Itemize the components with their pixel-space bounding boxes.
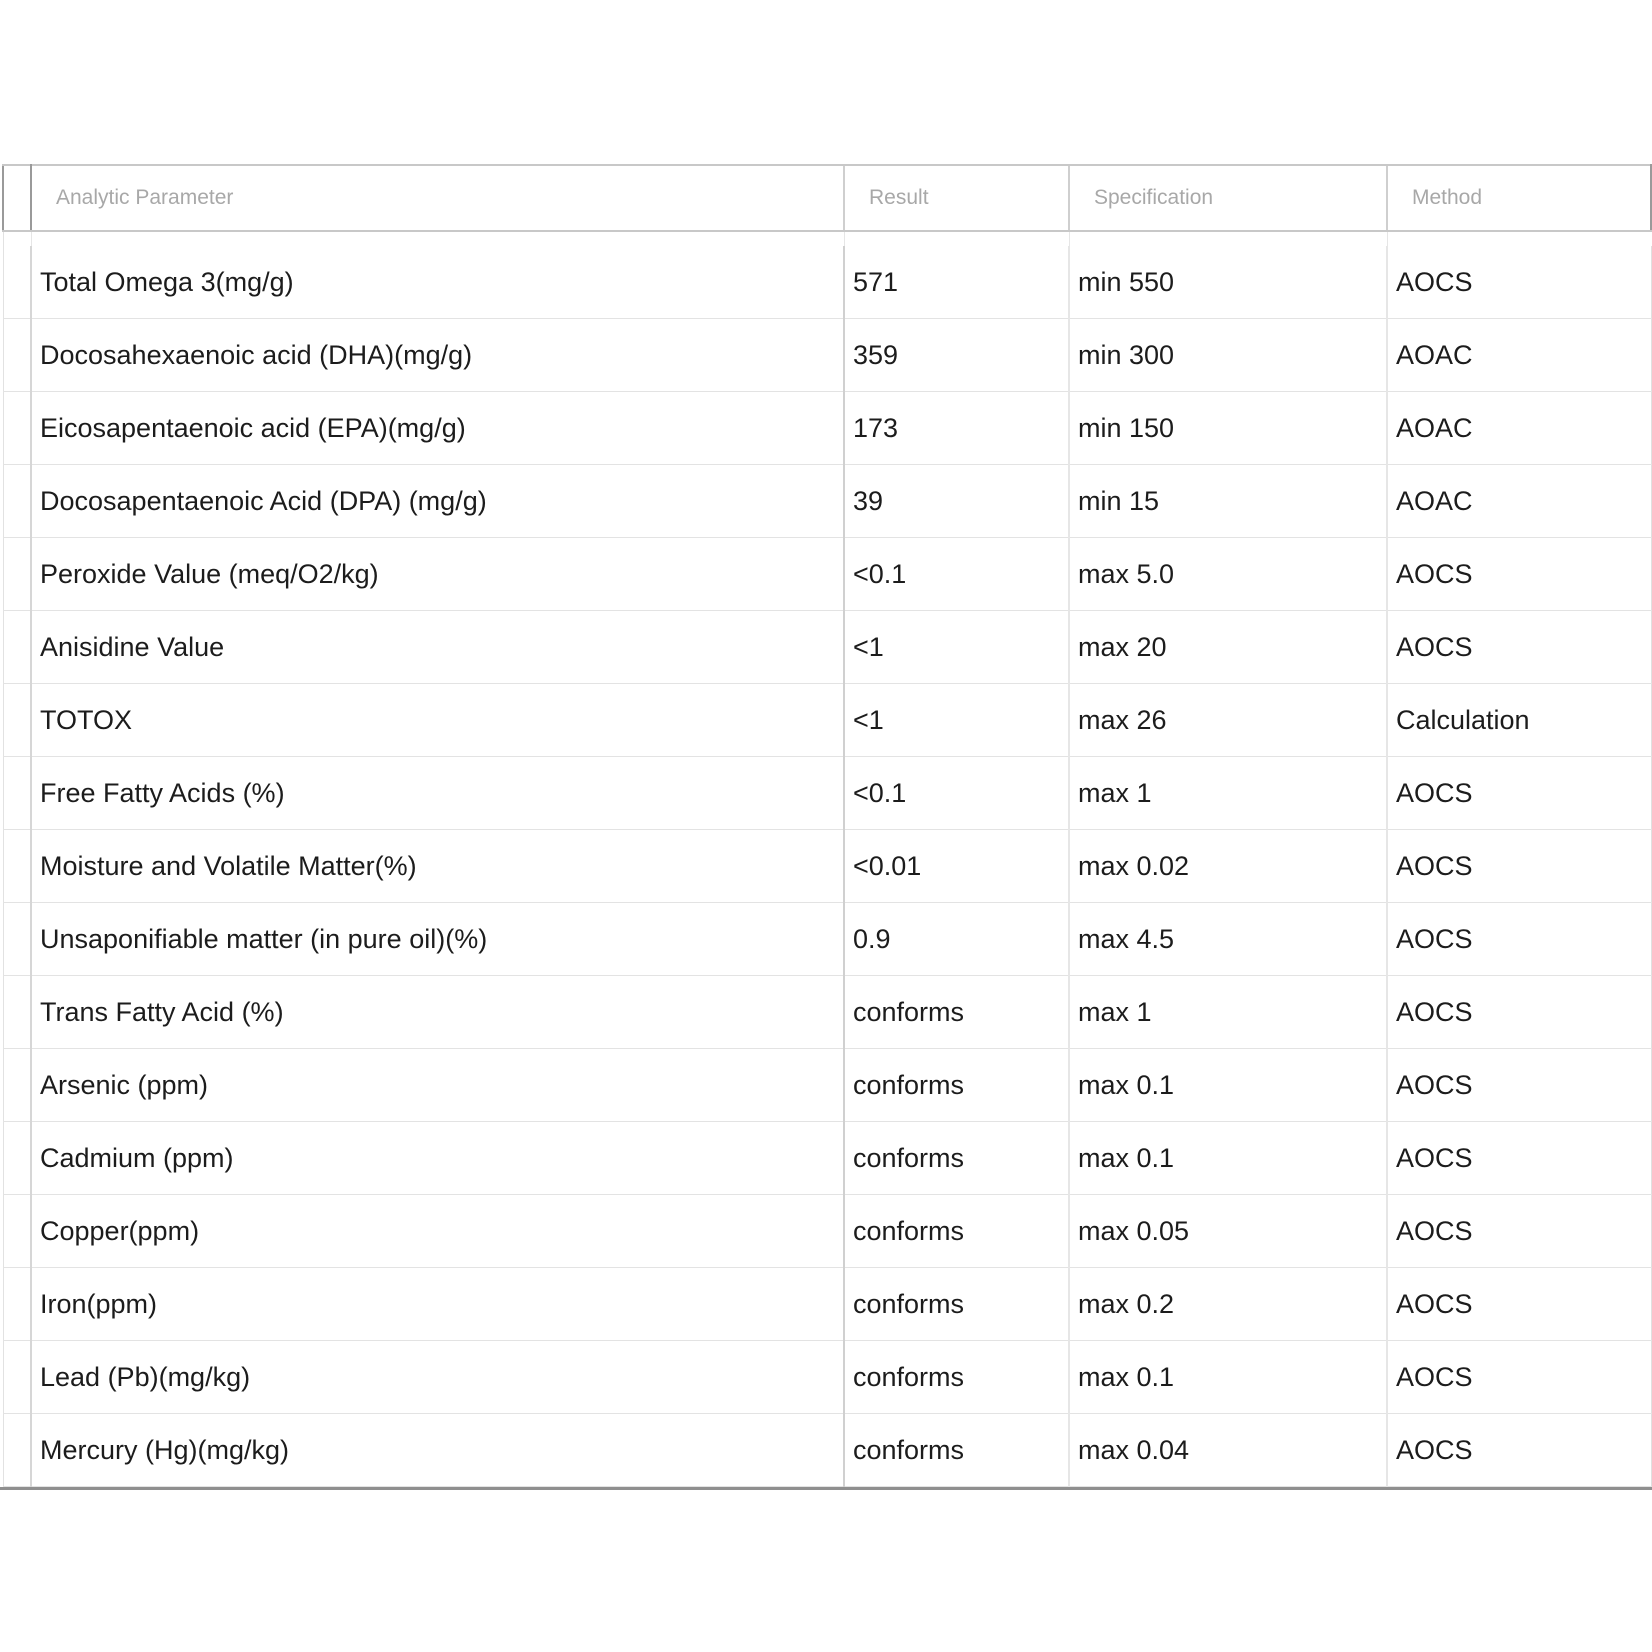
cell-method: AOCS: [1387, 757, 1651, 830]
row-index-cell: [3, 757, 31, 830]
cell-specification: max 1: [1069, 757, 1387, 830]
cell-parameter: Peroxide Value (meq/O2/kg): [31, 538, 844, 611]
cell-method: AOAC: [1387, 465, 1651, 538]
analysis-table: [2, 164, 1652, 1487]
table-row: [3, 246, 1651, 319]
cell-specification: min 150: [1069, 392, 1387, 465]
column-header-parameter[interactable]: Analytic Parameter: [31, 165, 844, 231]
cell-method: AOCS: [1387, 1268, 1651, 1341]
table-row: [3, 1122, 1651, 1195]
cell-result: conforms: [844, 1341, 1069, 1414]
cell-specification: max 5.0: [1069, 538, 1387, 611]
row-index-cell: [3, 903, 31, 976]
row-index-cell: [3, 830, 31, 903]
cell-parameter: Iron(ppm): [31, 1268, 844, 1341]
table-row: [3, 538, 1651, 611]
cell-specification: max 1: [1069, 976, 1387, 1049]
cell-method: AOCS: [1387, 1414, 1651, 1487]
row-index-cell: [3, 1414, 31, 1487]
table-row: [3, 903, 1651, 976]
cell-specification: max 26: [1069, 684, 1387, 757]
cell-result: <0.1: [844, 757, 1069, 830]
cell-result: <0.1: [844, 538, 1069, 611]
table-row: [3, 611, 1651, 684]
table-row: [3, 684, 1651, 757]
cell-method: AOCS: [1387, 830, 1651, 903]
cell-parameter: Trans Fatty Acid (%): [31, 976, 844, 1049]
table-row: [3, 319, 1651, 392]
row-index-cell: [3, 246, 31, 319]
cell-result: 173: [844, 392, 1069, 465]
cell-method: AOCS: [1387, 246, 1651, 319]
cell-specification: max 0.1: [1069, 1122, 1387, 1195]
cell-specification: max 0.02: [1069, 830, 1387, 903]
row-index-cell: [3, 392, 31, 465]
header-spacer: [3, 231, 1651, 246]
row-index-cell: [3, 976, 31, 1049]
cell-method: AOCS: [1387, 611, 1651, 684]
table-row: [3, 1341, 1651, 1414]
cell-result: 359: [844, 319, 1069, 392]
cell-method: AOCS: [1387, 538, 1651, 611]
cell-parameter: Total Omega 3(mg/g): [31, 246, 844, 319]
row-index-cell: [3, 538, 31, 611]
table-row: [3, 1195, 1651, 1268]
column-header-specification[interactable]: Specification: [1069, 165, 1387, 231]
cell-result: conforms: [844, 976, 1069, 1049]
column-header-result[interactable]: Result: [844, 165, 1069, 231]
table-row: [3, 392, 1651, 465]
cell-result: conforms: [844, 1122, 1069, 1195]
cell-parameter: TOTOX: [31, 684, 844, 757]
table-body: [3, 231, 1651, 1487]
cell-method: AOCS: [1387, 1195, 1651, 1268]
cell-parameter: Lead (Pb)(mg/kg): [31, 1341, 844, 1414]
cell-specification: max 20: [1069, 611, 1387, 684]
column-header-method[interactable]: Method: [1387, 165, 1651, 231]
cell-parameter: Eicosapentaenoic acid (EPA)(mg/g): [31, 392, 844, 465]
cell-result: <1: [844, 684, 1069, 757]
cell-parameter: Docosapentaenoic Acid (DPA) (mg/g): [31, 465, 844, 538]
cell-method: AOCS: [1387, 976, 1651, 1049]
cell-specification: min 15: [1069, 465, 1387, 538]
table-row: [3, 757, 1651, 830]
table-header: [3, 165, 1651, 231]
cell-result: <1: [844, 611, 1069, 684]
cell-specification: min 550: [1069, 246, 1387, 319]
cell-specification: max 0.05: [1069, 1195, 1387, 1268]
table-bottom-border: [0, 1487, 1652, 1490]
table-row: [3, 830, 1651, 903]
cell-parameter: Anisidine Value: [31, 611, 844, 684]
cell-parameter: Arsenic (ppm): [31, 1049, 844, 1122]
cell-method: AOAC: [1387, 319, 1651, 392]
cell-specification: max 0.2: [1069, 1268, 1387, 1341]
cell-result: 571: [844, 246, 1069, 319]
cell-method: AOCS: [1387, 1122, 1651, 1195]
cell-parameter: Unsaponifiable matter (in pure oil)(%): [31, 903, 844, 976]
cell-specification: max 4.5: [1069, 903, 1387, 976]
header-row: [3, 165, 1651, 231]
cell-parameter: Free Fatty Acids (%): [31, 757, 844, 830]
row-index-cell: [3, 1049, 31, 1122]
cell-result: <0.01: [844, 830, 1069, 903]
row-index-cell: [3, 1268, 31, 1341]
row-index-cell: [3, 684, 31, 757]
cell-method: AOCS: [1387, 1341, 1651, 1414]
cell-parameter: Cadmium (ppm): [31, 1122, 844, 1195]
table-row: [3, 1268, 1651, 1341]
cell-method: AOCS: [1387, 903, 1651, 976]
row-index-cell: [3, 465, 31, 538]
cell-method: AOAC: [1387, 392, 1651, 465]
cell-result: conforms: [844, 1414, 1069, 1487]
cell-specification: min 300: [1069, 319, 1387, 392]
cell-result: 39: [844, 465, 1069, 538]
cell-parameter: Docosahexaenoic acid (DHA)(mg/g): [31, 319, 844, 392]
cell-specification: max 0.1: [1069, 1049, 1387, 1122]
row-index-cell: [3, 1195, 31, 1268]
cell-parameter: Mercury (Hg)(mg/kg): [31, 1414, 844, 1487]
cell-parameter: Moisture and Volatile Matter(%): [31, 830, 844, 903]
analysis-table-container: [2, 164, 1650, 1487]
cell-parameter: Copper(ppm): [31, 1195, 844, 1268]
cell-result: conforms: [844, 1195, 1069, 1268]
cell-specification: max 0.1: [1069, 1341, 1387, 1414]
table-row: [3, 1414, 1651, 1487]
table-row: [3, 465, 1651, 538]
table-row: [3, 976, 1651, 1049]
row-index-cell: [3, 611, 31, 684]
row-index-cell: [3, 1341, 31, 1414]
table-row: [3, 1049, 1651, 1122]
cell-result: conforms: [844, 1049, 1069, 1122]
cell-result: 0.9: [844, 903, 1069, 976]
row-index-cell: [3, 1122, 31, 1195]
cell-method: AOCS: [1387, 1049, 1651, 1122]
cell-method: Calculation: [1387, 684, 1651, 757]
cell-result: conforms: [844, 1268, 1069, 1341]
row-index-header: [3, 165, 31, 231]
cell-specification: max 0.04: [1069, 1414, 1387, 1487]
row-index-cell: [3, 319, 31, 392]
